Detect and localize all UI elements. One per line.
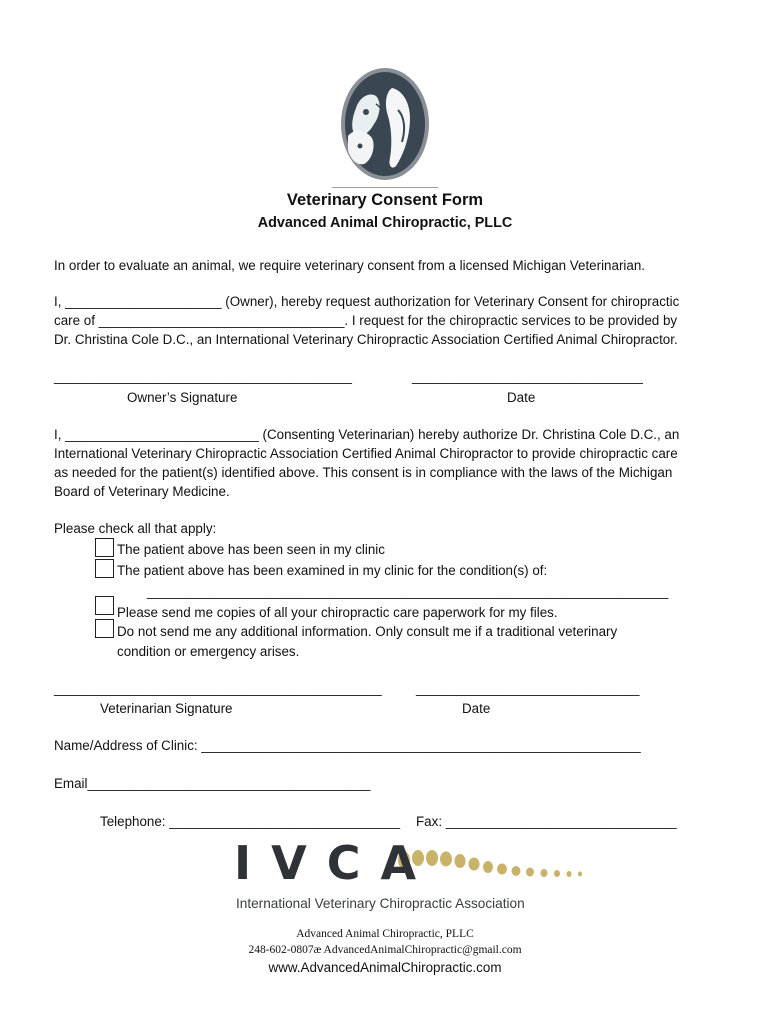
vet-signature-line: ____________________________________________	[54, 681, 382, 696]
page-title: Veterinary Consent Form	[286, 191, 484, 209]
checkbox-do-not-send[interactable]	[95, 619, 114, 638]
owner-date-line: _______________________________	[412, 369, 643, 384]
footer-contact: 248-602-0807æ AdvancedAnimalChiropractic@gmail.com	[248, 944, 522, 956]
checkbox-examined-in-clinic-label: The patient above has been examined in my clinic for the condition(s) of:	[117, 563, 548, 578]
footer-website[interactable]: www.AdvancedAnimalChiropractic.com	[268, 960, 502, 975]
owner-date-label: Date	[507, 390, 536, 405]
checkbox-seen-in-clinic-label: The patient above has been seen in my clinic	[117, 542, 385, 557]
ivca-letters: I V C A	[234, 836, 419, 890]
owner-line-3: Dr. Christina Cole D.C., an International Veterinary Chiropractic Association Certified Animal Chiropractor.	[54, 332, 678, 347]
ivca-logo	[232, 838, 604, 918]
owner-line-2: care of _________________________________. I request for the chiropractic services to be provided by	[54, 313, 678, 328]
checkbox-seen-in-clinic[interactable]	[95, 538, 114, 557]
vet-line-3: as needed for the patient(s) identified above. This consent is in compliance with the laws of the Michigan	[54, 465, 673, 480]
checkbox-examined-in-clinic[interactable]	[95, 559, 114, 578]
clinic-email-field: Email______________________________________	[54, 776, 371, 791]
clinic-logo	[336, 66, 434, 188]
vet-line-2: International Veterinary Chiropractic Association Certified Animal Chiropractor to provide chiropractic care	[54, 446, 678, 461]
vet-date-label: Date	[462, 701, 491, 716]
logo-underline	[332, 187, 438, 188]
owner-signature-line: ________________________________________	[54, 369, 352, 384]
ivca-full-name: International Veterinary Chiropractic Association	[236, 896, 525, 911]
owner-signature-label: Owner’s Signature	[127, 390, 238, 405]
vet-date-line: ______________________________	[416, 681, 640, 696]
clinic-fax-field: Fax: _______________________________	[416, 814, 677, 829]
intro-text: In order to evaluate an animal, we require veterinary consent from a licensed Michigan Veterinarian.	[54, 258, 645, 273]
checklist-heading: Please check all that apply:	[54, 521, 217, 536]
checkbox-send-copies[interactable]	[95, 596, 114, 615]
footer-company: Advanced Animal Chiropractic, PLLC	[296, 928, 474, 940]
page-subtitle: Advanced Animal Chiropractic, PLLC	[257, 215, 513, 231]
checkbox-do-not-send-label-2: condition or emergency arises.	[117, 644, 300, 659]
checkbox-send-copies-label: Please send me copies of all your chiropractic care paperwork for my files.	[117, 605, 558, 620]
clinic-name-address-field: Name/Address of Clinic: ___________________________________________________________	[54, 738, 641, 753]
owner-line-1: I, _____________________ (Owner), hereby request authorization for Veterinary Consent for chiropractic	[54, 294, 680, 309]
condition-line: ______________________________________________________________________	[147, 584, 669, 599]
vet-line-4: Board of Veterinary Medicine.	[54, 484, 230, 499]
checkbox-do-not-send-label-1: Do not send me any additional information. Only consult me if a traditional veterinary	[117, 624, 618, 639]
clinic-telephone-field: Telephone: _______________________________	[100, 814, 401, 829]
vet-line-1: I, __________________________ (Consenting Veterinarian) hereby authorize Dr. Christina Cole D.C., an	[54, 427, 680, 442]
vet-signature-label: Veterinarian Signature	[100, 701, 233, 716]
